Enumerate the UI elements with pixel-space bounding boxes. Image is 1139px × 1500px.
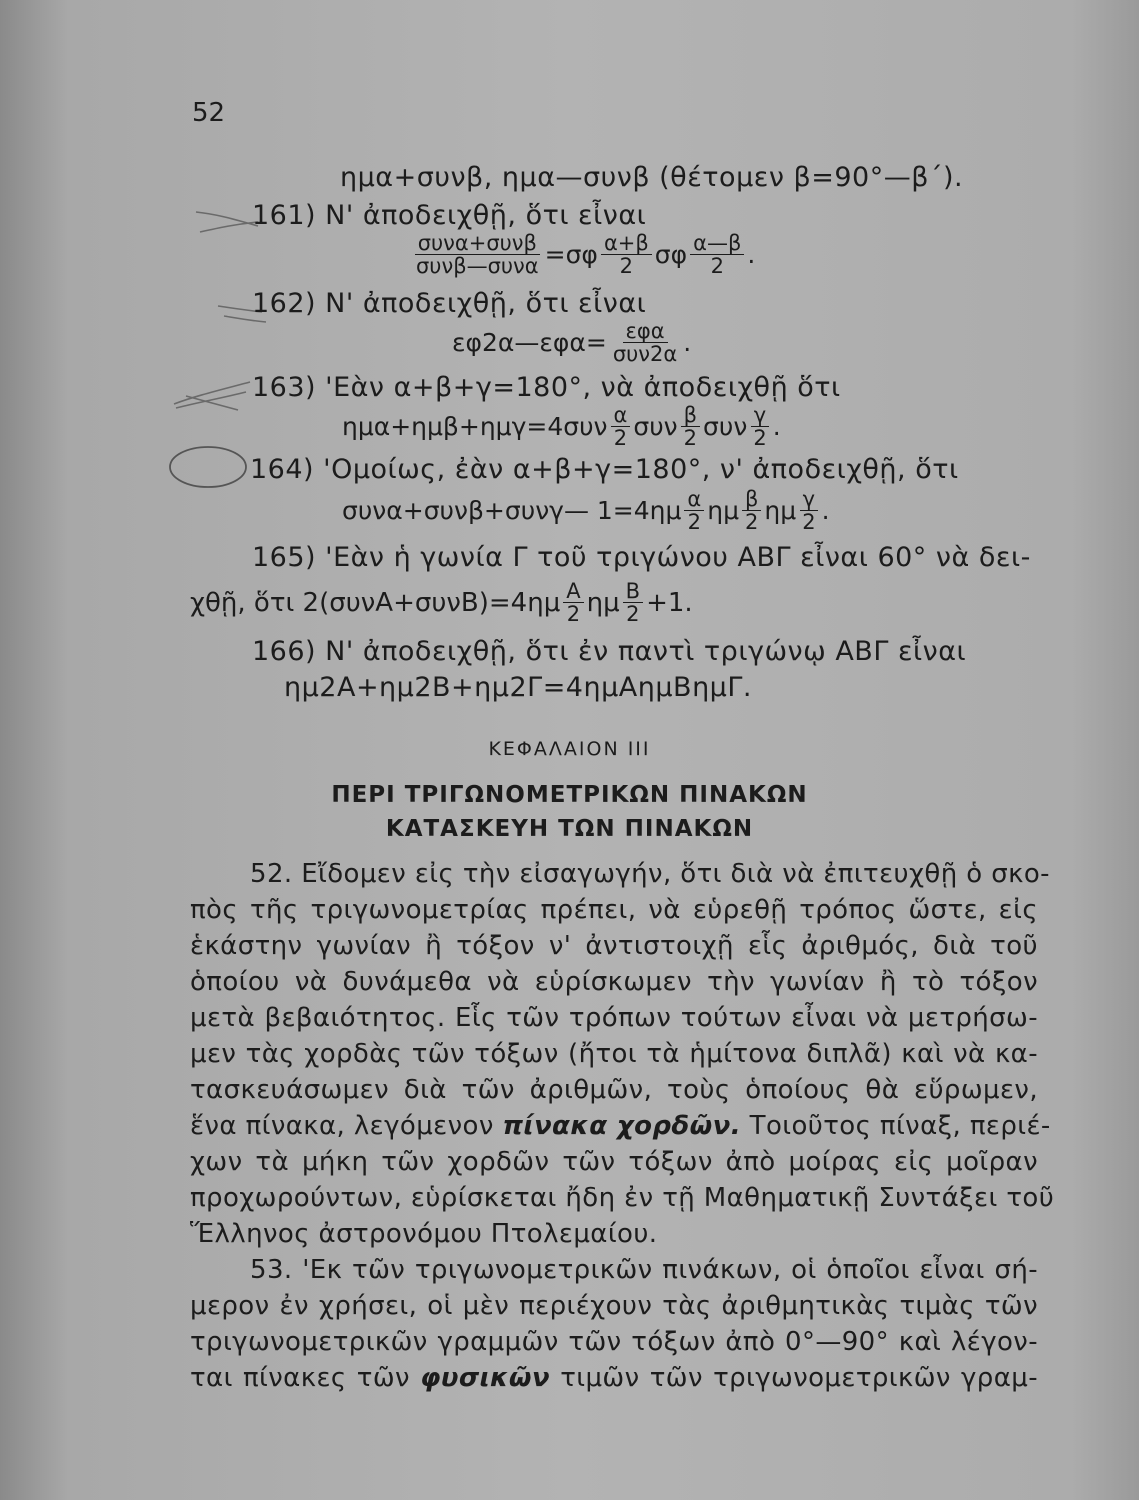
formula-fraction: $\frac{\alpha—\beta}{2}$ <box>690 232 744 277</box>
text-line: τασκευάσωμεν διὰ τῶν ἀριθμῶν, τοὺς ὁποίους θὰ εὕρωμεν, <box>190 1075 1038 1105</box>
text-line: προχωρούντων, εὑρίσκεται ἤδη ἐν τῇ Μαθηματικῇ Συντάξει τοῦ <box>190 1183 1055 1213</box>
text-line: 53. 'Εκ τῶν τριγωνομετρικῶν πινάκων, οἱ ὁποῖοι εἶναι σή- <box>250 1255 1038 1285</box>
text-line-emphasis: ἕνα πίνακα, λεγόμενον πίνακα χορδῶν. Τοιοῦτος πίναξ, περιέ- <box>190 1111 1051 1141</box>
formula-fraction: $\frac{\alpha+\beta}{2}$ <box>601 232 652 277</box>
exercise-165-line1: 165) 'Εὰν ἡ γωνία Γ τοῦ τριγώνου ΑΒΓ εἶναι 60° νὰ δει- <box>252 542 1031 573</box>
section-title: ΠΕΡΙ ΤΡΙΓΩΝΟΜΕΤΡΙΚΩΝ ΠΙΝΑΚΩΝ <box>331 782 808 808</box>
exercise-164-label: 164) 'Ομοίως, ἐὰν α+β+γ=180°, ν' ἀποδειχθῇ, ὅτι <box>250 454 959 485</box>
paragraph-52 <box>190 856 1055 1252</box>
text-line: ἑκάστην γωνίαν ἢ τόξον ν' ἀντιστοιχῇ εἷς ἀριθμός, διὰ τοῦ <box>190 931 1038 961</box>
text-line-emphasis: ται πίνακες τῶν φυσικῶν τιμῶν τῶν τριγωνομετρικῶν γραμ- <box>190 1363 1038 1393</box>
text-line: μετὰ βεβαιότητος. Εἷς τῶν τρόπων τούτων εἶναι νὰ μετρήσω- <box>190 1003 1038 1033</box>
section-subtitle: ΚΑΤΑΣΚΕΥΗ ΤΩΝ ΠΙΝΑΚΩΝ <box>385 816 754 842</box>
pencil-cross-163 <box>174 382 250 410</box>
exercise-161-label: 161) Ν' ἀποδειχθῇ, ὅτι εἶναι <box>252 200 647 231</box>
exercise-166-line1: 166) Ν' ἀποδειχθῇ, ὅτι ἐν παντὶ τριγώνῳ ΑΒΓ εἶναι <box>252 636 967 667</box>
chapter-heading: ΚΕΦΑΛΑΙΟΝ ΙΙΙ <box>488 738 651 760</box>
pencil-tick-161 <box>196 212 258 232</box>
exercise-163-formula: ημα+ημβ+ημγ=4συν $\frac{\alpha}{2}$ συν $\frac{\beta}{2}$ συν $\frac{\gamma}{2}$ . <box>342 403 781 451</box>
text-line: μερον ἐν χρήσει, οἱ μὲν περιέχουν τὰς ἀριθμητικὰς τιμὰς τῶν <box>190 1291 1038 1321</box>
exercise-165-formula: χθῇ, ὅτι 2(συνΑ+συνΒ)=4ημ $\frac{A}{2}$ ημ $\frac{B}{2}$ +1. <box>190 579 693 627</box>
text-line: πὸς τῆς τριγωνομετρίας πρέπει, νὰ εὑρεθῇ τρόπος ὥστε, εἰς <box>190 895 1038 925</box>
exercise-162-formula: εφ2α—εφα= $\frac{\text{εφα}}{\text{συν2α}}$ . <box>452 319 692 367</box>
text-line: ὁποίου νὰ δυνάμεθα νὰ εὑρίσκωμεν τὴν γωνίαν ἢ τὸ τόξον <box>190 967 1038 997</box>
text-line: χων τὰ μήκη τῶν χορδῶν τῶν τόξων ἀπὸ μοίρας εἰς μοῖραν <box>190 1147 1038 1177</box>
paragraph-53 <box>190 1252 1038 1396</box>
exercise-164-formula: συνα+συνβ+συνγ— 1=4ημ $\frac{\alpha}{2}$ ημ $\frac{\beta}{2}$ ημ $\frac{\gamma}{2}$ . <box>342 487 830 535</box>
text-line: Ἕλληνος ἀστρονόμου Πτολεμαίου. <box>190 1219 658 1249</box>
exercise-166-line2: ημ2Α+ημ2Β+ημ2Γ=4ημΑημΒημΓ. <box>284 672 752 703</box>
formula-fraction: $\frac{\text{συνα+συνβ}}{\text{συνβ—συνα}}$ <box>416 231 539 279</box>
exercise-163-label: 163) 'Εὰν α+β+γ=180°, νὰ ἀποδειχθῇ ὅτι <box>252 372 841 403</box>
text-line: μεν τὰς χορδὰς τῶν τόξων (ἤτοι τὰ ἡμίτονα διπλᾶ) καὶ νὰ κα- <box>190 1039 1038 1069</box>
exercise-162-label: 162) Ν' ἀποδειχθῇ, ὅτι εἶναι <box>252 288 647 319</box>
exercise-161-formula: $\frac{\text{συνα+συνβ}}{\text{συνβ—συνα}}$ =σφ $\frac{\alpha+\beta}{2}$ σφ $\frac{\alpha—\beta}{2}$ . <box>410 232 755 277</box>
text-line: 52. Εἴδομεν εἰς τὴν εἰσαγωγήν, ὅτι διὰ νὰ ἐπιτευχθῇ ὁ σκο- <box>250 859 1050 889</box>
pencil-circle-164 <box>170 447 246 487</box>
intro-line: ημα+συνβ, ημα—συνβ (θέτομεν β=90°—β΄). <box>340 162 964 193</box>
text-line: τριγωνομετρικῶν γραμμῶν τῶν τόξων ἀπὸ 0°—90° καὶ λέγον- <box>190 1327 1038 1357</box>
formula-fraction: $\frac{\text{εφα}}{\text{συν2α}}$ <box>612 319 678 367</box>
page-number: 52 <box>192 98 226 128</box>
